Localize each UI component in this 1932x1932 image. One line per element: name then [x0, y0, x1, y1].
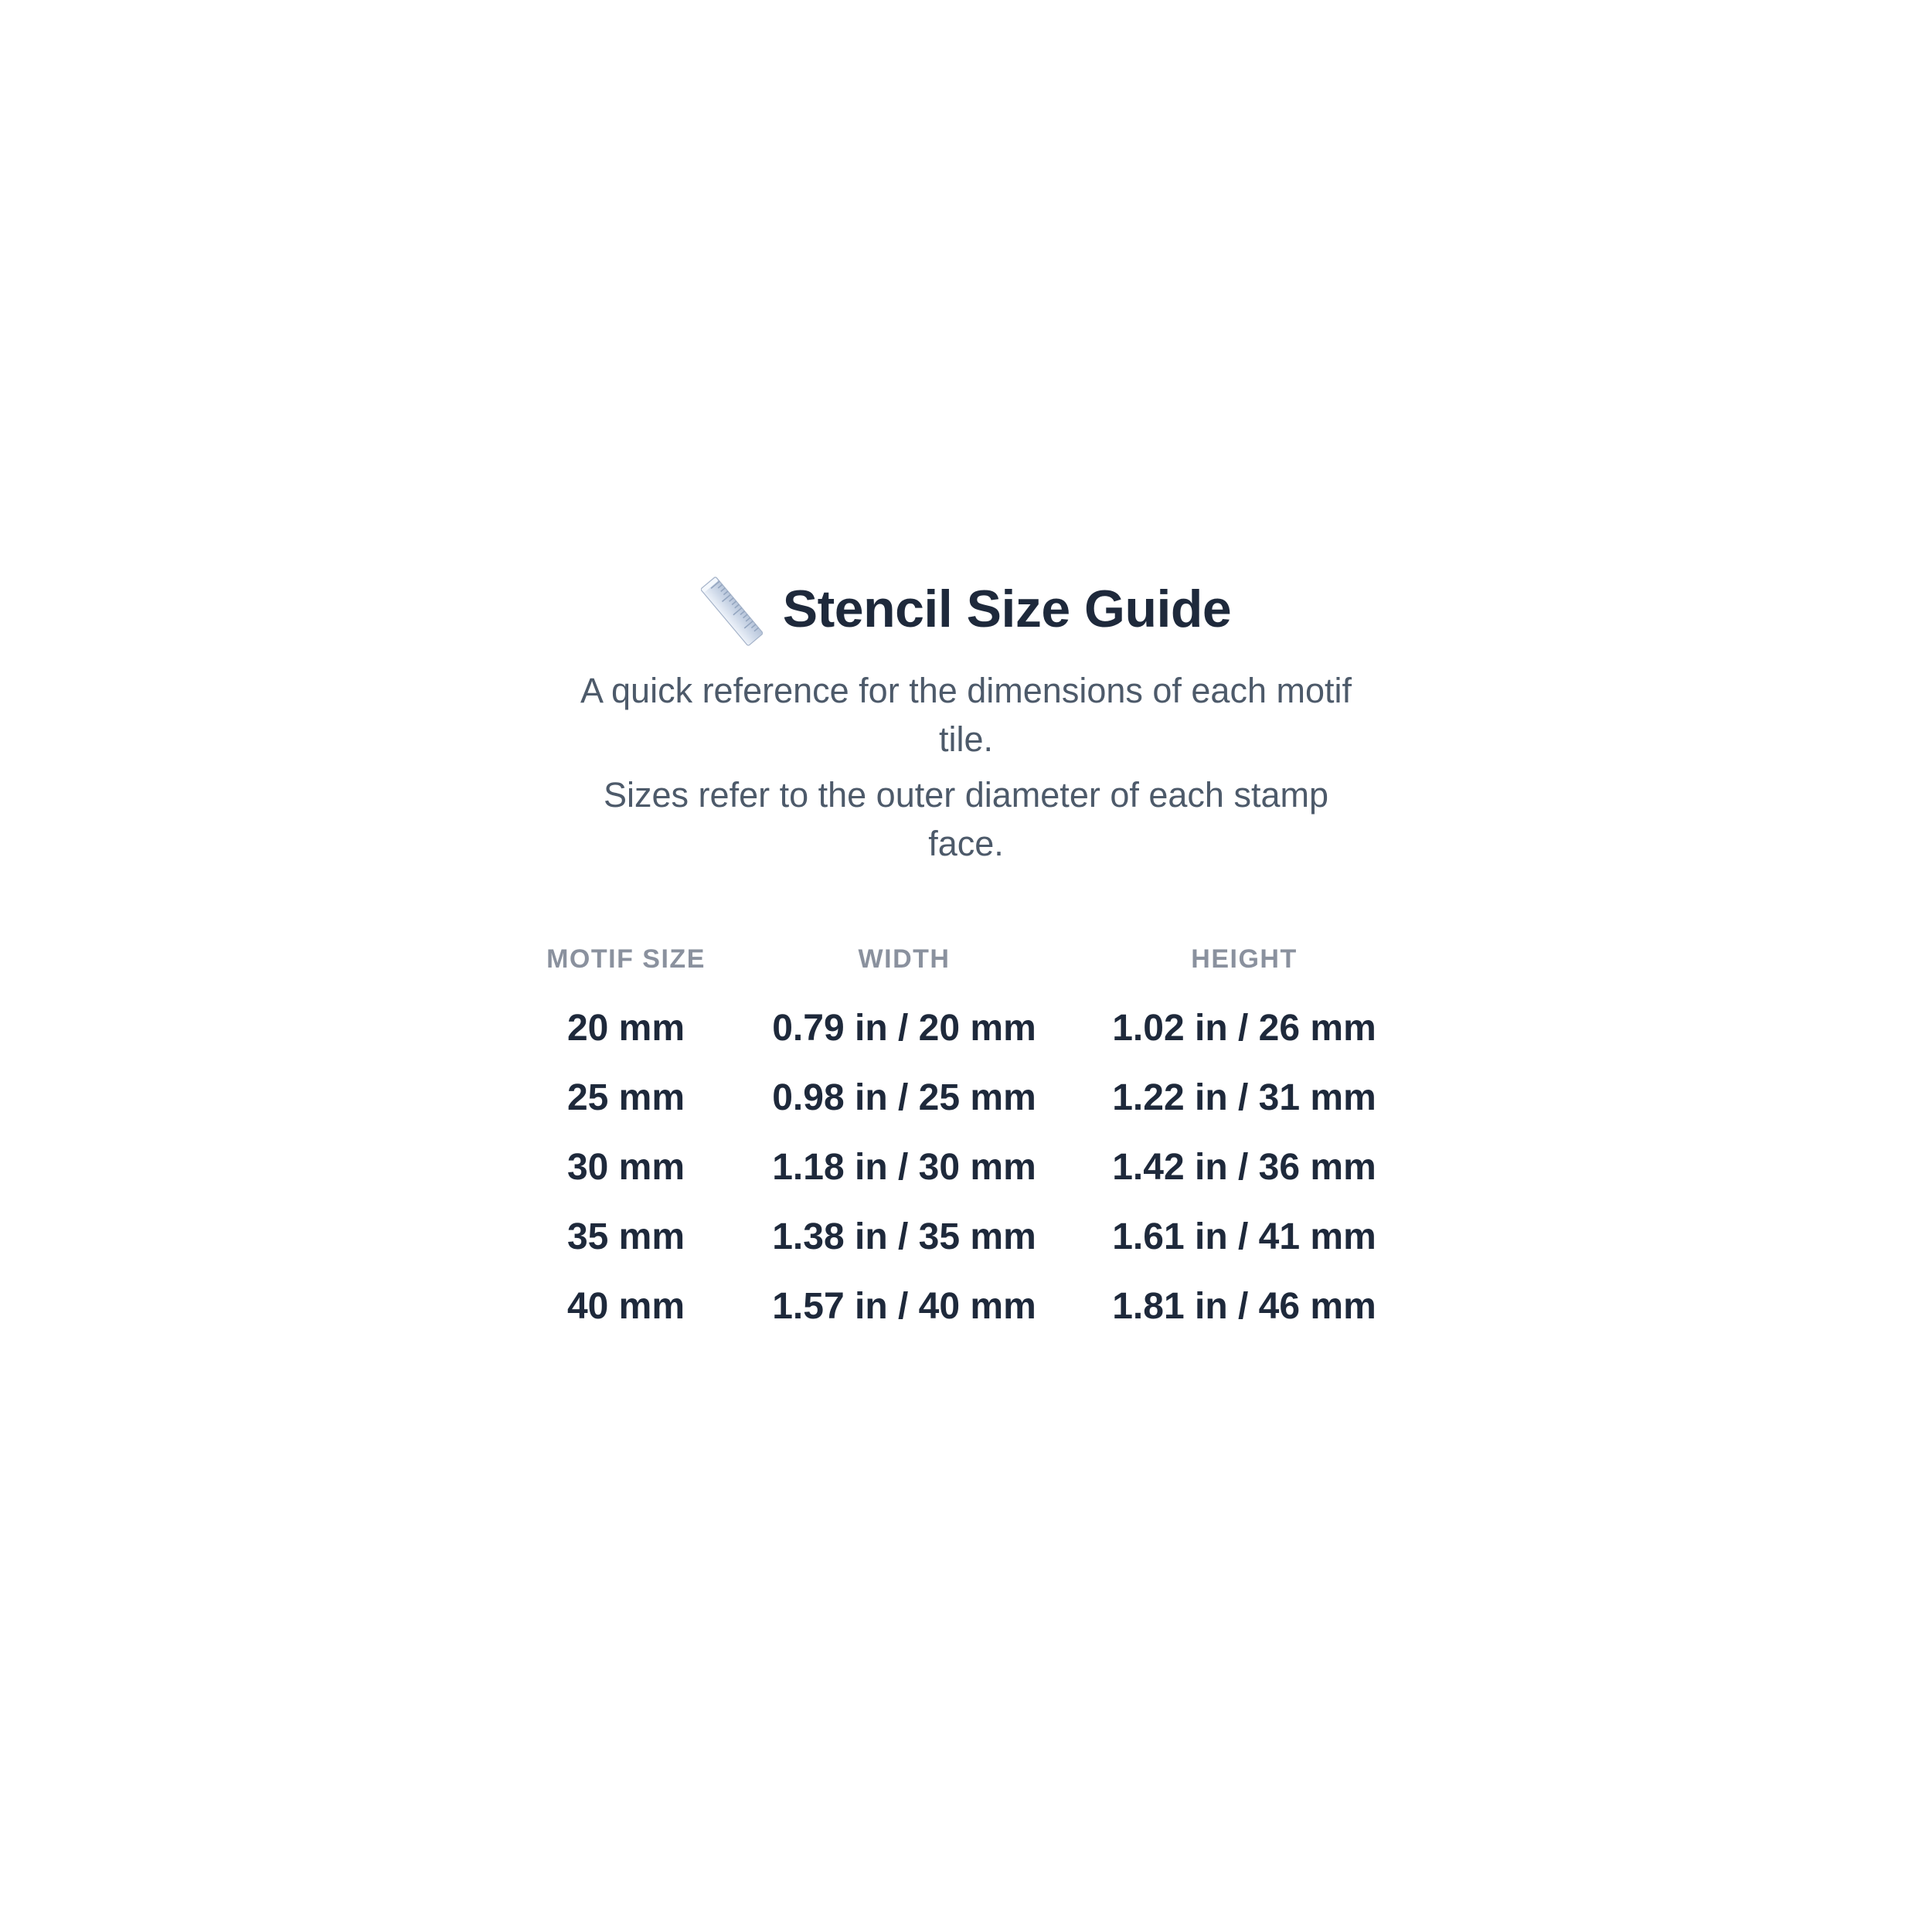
cell-height: 1.02 in / 26 mm: [1112, 1007, 1376, 1049]
cell-motif-size: 35 mm: [566, 1216, 685, 1257]
table-header-row: [0, 944, 1932, 975]
cell-width: 0.98 in / 25 mm: [772, 1077, 1036, 1118]
cell-motif-size: 30 mm: [566, 1146, 685, 1188]
cell-motif-size: 25 mm: [566, 1077, 685, 1118]
cell-height: 1.61 in / 41 mm: [1112, 1216, 1376, 1257]
subtitle-line-1: A quick reference for the dimensions of each motif tile.: [580, 671, 1352, 759]
size-guide-card: [0, 570, 1932, 1341]
cell-width: 1.57 in / 40 mm: [772, 1285, 1036, 1327]
subtitle-line-2: Sizes refer to the outer diameter of each stamp face.: [604, 775, 1328, 863]
table-body: [0, 993, 1932, 1341]
title-row: [0, 570, 1932, 652]
subtitle: [568, 666, 1364, 868]
cell-height: 1.42 in / 36 mm: [1112, 1146, 1376, 1188]
column-header-width: WIDTH: [858, 944, 951, 974]
size-table: [0, 944, 1932, 1341]
cell-motif-size: 20 mm: [566, 1007, 685, 1049]
ruler-icon: [701, 570, 763, 652]
page-title: Stencil Size Guide: [782, 580, 1232, 638]
cell-height: 1.81 in / 46 mm: [1112, 1285, 1376, 1327]
cell-height: 1.22 in / 31 mm: [1112, 1077, 1376, 1118]
cell-motif-size: 40 mm: [566, 1285, 685, 1327]
column-header-height: HEIGHT: [1191, 944, 1298, 974]
cell-width: 0.79 in / 20 mm: [772, 1007, 1036, 1049]
column-header-motif-size: MOTIF SIZE: [546, 944, 706, 974]
cell-width: 1.18 in / 30 mm: [772, 1146, 1036, 1188]
cell-width: 1.38 in / 35 mm: [772, 1216, 1036, 1257]
